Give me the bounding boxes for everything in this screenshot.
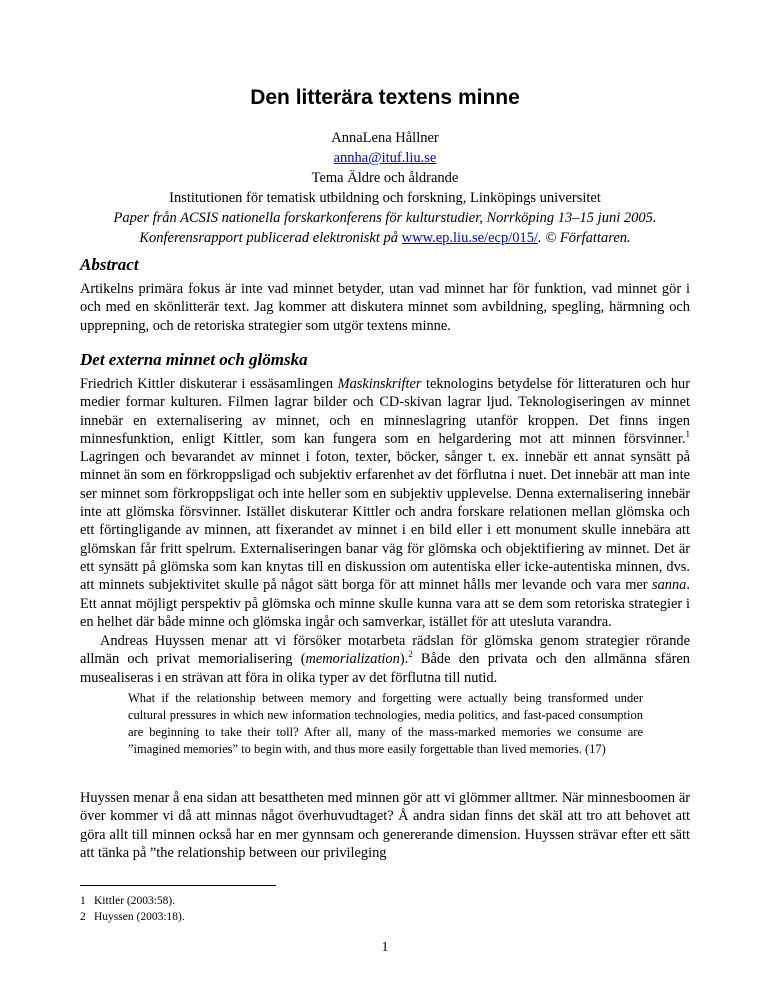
department: Tema Äldre och åldrande [311,170,459,186]
author-name: AnnaLena Hållner [331,130,439,146]
paper-note-line1: Paper från ACSIS nationella forskarkonferens för kulturstudier, Norrköping 13–15 juni 2005. [113,210,657,226]
footnote-ref-1[interactable]: 1 [685,429,690,440]
footnote-ref-2[interactable]: 2 [408,649,413,660]
abstract-heading: Abstract [80,255,139,274]
abstract-text: Artikelns primära fokus är inte vad minnet betyder, utan vad minnet har för funktion, vad minnet gör i och med en skönlitterär text. Jag kommer att diskutera minnet som avbildning, spegling, härmning och upprepning, och de retoriska strategier som utgör textens minne. [80,281,690,334]
body-paragraph-2: Andreas Huyssen menar att vi försöker motarbeta rädslan för glömska genom strategier rörande allmän och privat memorialisering (memorialization).$^2$ Både den privata och den allmänna sfären musealiseras i en strävan att föra in olika typer av det förflutna till nutid. [80,633,690,686]
footnote-divider [80,885,276,886]
block-quote: What if the relationship between memory and forgetting were actually being transformed under cultural pressures in which new information technologies, media politics, and fast-paced consumption are beginning to take their toll? After all, many of the mass-marked memories we consume are ”imagined memories” to begin with, and thus more easily forgettable than lived memories. (17) [128,691,643,756]
body-paragraph-1: Friedrich Kittler diskuterar i essäsamlingen Maskinskrifter teknologins betydelse för litteraturen och hur medier formar kulturen. Filmen lagrar bilder och CD-skivan lagrar ljud. Teknologiseringen av minnet innebär en externalisering av minnet, och en minneslagring utanför kroppen. Det finns ingen minnesfunktion, enligt Kittler, som kan fungera som en helgardering mot att minnen försvinner.$^1$ Lagringen och bevarandet av minnet i foton, texter, böcker, sånger t. ex. innebär ett annat synsätt på minnet än som en förkroppsligad och subjektiv erfarenhet av det förflutna i nuet. Det innebär att man inte ser minnet som förkroppsligat och inte heller som en subjektiv upplevelse. Denna externalisering innebär inte att glömska försvinner. Istället diskuterar Kittler och andra forskare relationen mellan glömska och ett förtingligande av minnen, att fixerandet av minnet i en bild eller i ett monument skulle innebära att glömskan får fritt spelrum. Externaliseringen banar väg för glömska och objektifiering av minnet. Det är ett synsätt på glömska som kan knytas till en diskussion om autentiska eller icke-autentiska minnen, dvs. att minnets subjektivitet skulle på något sätt borga för att minnet hålls mer levande och vara mer sanna. Ett annat möjligt perspektiv på glömska och minne skulle kunna vara att se dem som retoriska strategier i en helhet där både minne och glömska ingår och samverkar, istället för att utesluta varandra. [80,376,690,630]
footnote-1: 1 Kittler (2003:58). [80,895,176,907]
author-block [80,128,690,248]
page-number: 1 [381,940,389,955]
author-email-link[interactable]: annha@ituf.liu.se [333,150,437,166]
body-paragraph-3: Huyssen menar å ena sidan att besattheten med minnen gör att vi glömmer alltmer. När minnesboomen är över kommer vi då att minnas något överhuvudtaget? Å andra sidan finns det skäl att tro att behovet att göra allt till minnen också har en mer gynnsam och genererande dimension. Huyssen strävar efter ett sätt att tänka på ”the relationship between our privileging [80,790,690,861]
conference-url-link[interactable]: www.ep.liu.se/ecp/015/ [401,230,539,246]
institution: Institutionen för tematisk utbildning och forskning, Linköpings universitet [169,190,601,206]
page-title: Den litterära textens minne [250,86,520,109]
footnote-2: 2 Huyssen (2003:18). [80,911,185,923]
section-heading: Det externa minnet och glömska [80,350,308,369]
paper-note-line2 [80,228,690,248]
paper-note-suffix: . © Författaren. [538,230,631,246]
paper-note-prefix: Konferensrapport publicerad elektroniskt på [139,230,402,246]
footnotes [80,893,185,925]
